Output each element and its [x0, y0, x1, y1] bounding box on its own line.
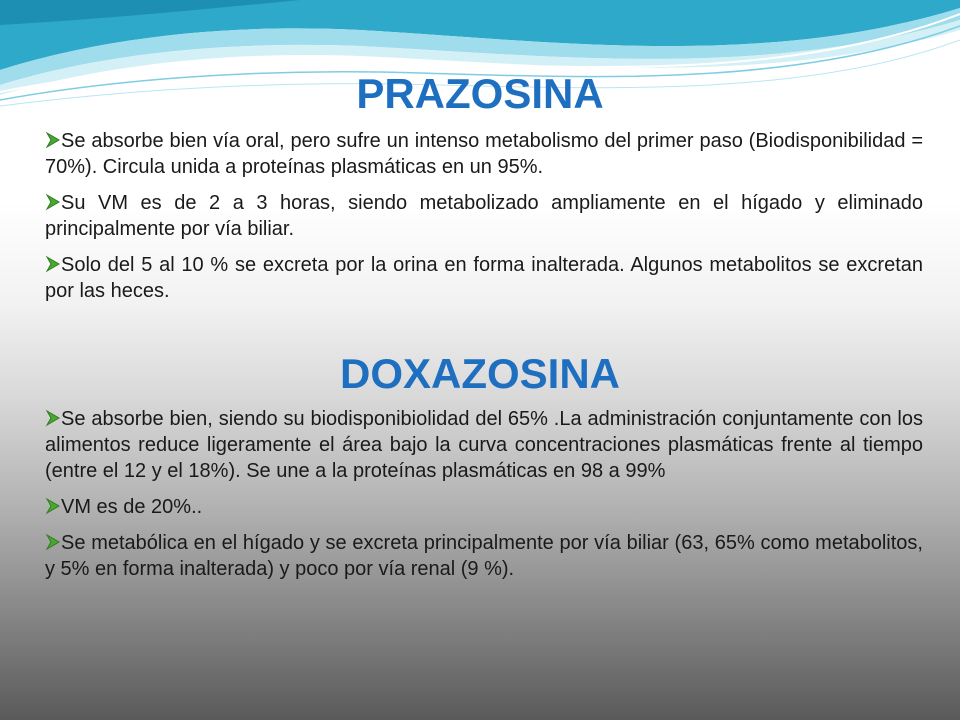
- bullet-text: Se metabólica en el hígado y se excreta principalmente por vía biliar (63, 65% como metabolitos, y 5% en forma inalterada) y poco por vía renal (9 %).: [45, 532, 923, 580]
- list-item: [45, 190, 923, 242]
- arrow-bullet-icon: [45, 497, 61, 515]
- section-title-doxazosina: DOXAZOSINA: [339, 350, 620, 397]
- bullet-text: Su VM es de 2 a 3 horas, siendo metabolizado ampliamente en el hígado y eliminado principalmente por vía biliar.: [45, 192, 923, 240]
- list-item: [45, 406, 923, 484]
- list-item: [45, 252, 923, 304]
- section-title-prazosina: PRAZOSINA: [356, 70, 604, 117]
- arrow-bullet-icon: [45, 131, 61, 149]
- list-item: [45, 494, 923, 520]
- prazosina-bullet-list: [45, 128, 923, 314]
- arrow-bullet-icon: [45, 255, 61, 273]
- doxazosina-bullet-list: [45, 406, 923, 592]
- list-item: [45, 530, 923, 582]
- arrow-bullet-icon: [45, 409, 61, 427]
- bullet-text: Se absorbe bien, siendo su biodisponibiolidad del 65% .La administración conjuntamente con los alimentos reduce ligeramente el área bajo la curva concentraciones plasmáticas frente al tiempo (entre el 12 y el 18%). Se une a la proteínas plasmáticas en 98 a 99%: [45, 408, 923, 482]
- bullet-text: Se absorbe bien vía oral, pero sufre un intenso metabolismo del primer paso (Biodisponibilidad = 70%). Circula unida a proteínas plasmáticas en un 95%.: [45, 130, 923, 178]
- list-item: [45, 128, 923, 180]
- bullet-text: VM es de 20%..: [61, 496, 203, 518]
- bullet-text: Solo del 5 al 10 % se excreta por la orina en forma inalterada. Algunos metabolitos se excretan por las heces.: [45, 254, 923, 302]
- arrow-bullet-icon: [45, 193, 61, 211]
- arrow-bullet-icon: [45, 533, 61, 551]
